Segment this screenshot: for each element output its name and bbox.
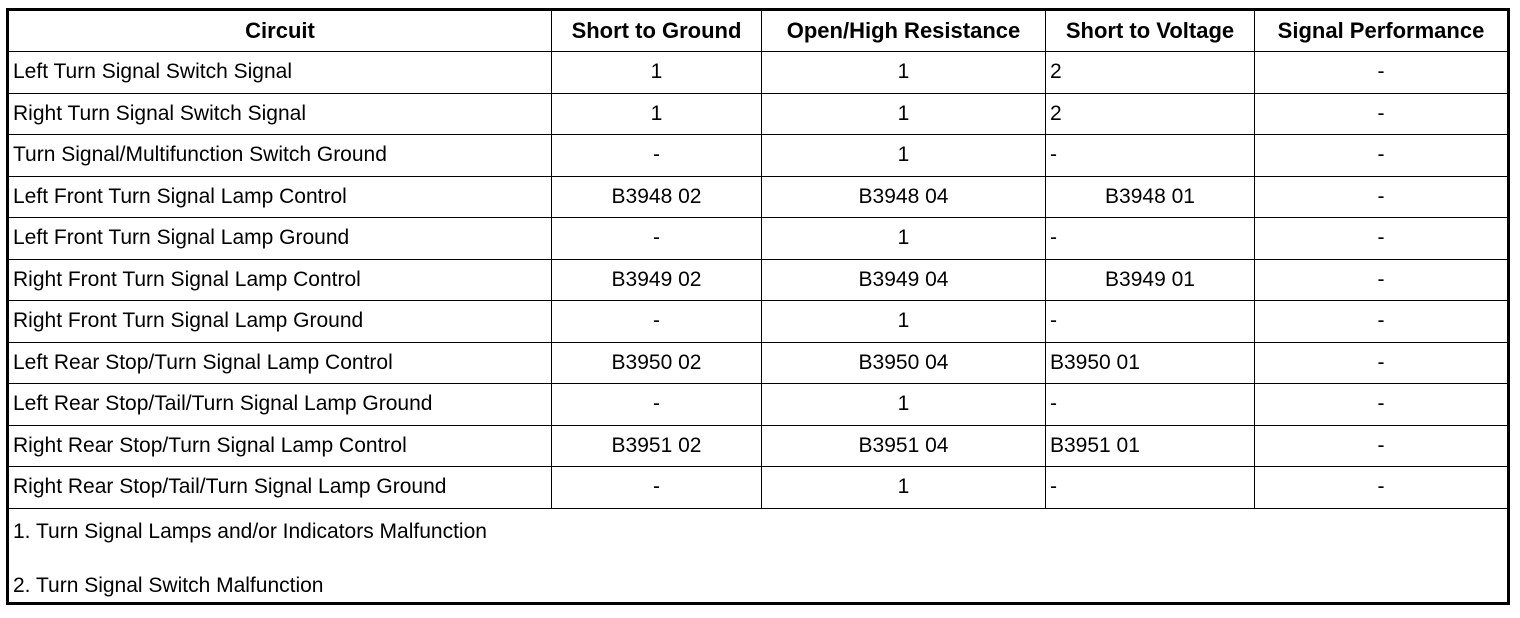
cell-circuit: Left Front Turn Signal Lamp Ground (8, 218, 552, 260)
cell-circuit: Right Front Turn Signal Lamp Ground (8, 301, 552, 343)
table-row (8, 135, 1509, 177)
cell-open-high-resistance: 1 (762, 218, 1046, 260)
footnote-2: 2. Turn Signal Switch Malfunction (13, 573, 324, 597)
table-header-row (8, 10, 1509, 52)
cell-short-to-ground: - (552, 135, 762, 177)
table-row (8, 93, 1509, 135)
cell-open-high-resistance: 1 (762, 52, 1046, 94)
cell-short-to-voltage: B3951 01 (1046, 425, 1255, 467)
header-signal-performance: Signal Performance (1255, 10, 1509, 52)
cell-open-high-resistance: 1 (762, 384, 1046, 426)
cell-open-high-resistance: B3948 04 (762, 176, 1046, 218)
table-row (8, 176, 1509, 218)
cell-short-to-ground: B3948 02 (552, 176, 762, 218)
circuit-table-wrapper (6, 8, 1507, 605)
cell-open-high-resistance: B3950 04 (762, 342, 1046, 384)
table-row (8, 425, 1509, 467)
cell-short-to-ground: - (552, 384, 762, 426)
header-open-high-resistance: Open/High Resistance (762, 10, 1046, 52)
table-row (8, 384, 1509, 426)
cell-short-to-voltage: - (1046, 384, 1255, 426)
cell-signal-performance: - (1255, 301, 1509, 343)
cell-signal-performance: - (1255, 425, 1509, 467)
cell-signal-performance: - (1255, 52, 1509, 94)
cell-short-to-ground: B3951 02 (552, 425, 762, 467)
cell-short-to-voltage: - (1046, 301, 1255, 343)
cell-short-to-ground: - (552, 218, 762, 260)
table-row (8, 467, 1509, 509)
cell-open-high-resistance: 1 (762, 135, 1046, 177)
cell-open-high-resistance: 1 (762, 93, 1046, 135)
cell-short-to-voltage: B3949 01 (1046, 259, 1255, 301)
cell-signal-performance: - (1255, 342, 1509, 384)
table-body (8, 52, 1509, 604)
cell-short-to-voltage: B3948 01 (1046, 176, 1255, 218)
cell-open-high-resistance: 1 (762, 467, 1046, 509)
cell-short-to-voltage: 2 (1046, 52, 1255, 94)
cell-signal-performance: - (1255, 218, 1509, 260)
cell-short-to-voltage: - (1046, 467, 1255, 509)
cell-open-high-resistance: B3949 04 (762, 259, 1046, 301)
cell-circuit: Right Turn Signal Switch Signal (8, 93, 552, 135)
table-notes-row (8, 508, 1509, 603)
cell-short-to-voltage: B3950 01 (1046, 342, 1255, 384)
table-row (8, 52, 1509, 94)
cell-signal-performance: - (1255, 259, 1509, 301)
cell-signal-performance: - (1255, 93, 1509, 135)
table-notes (8, 508, 1509, 603)
circuit-diagnostic-table (6, 8, 1510, 605)
cell-short-to-voltage: - (1046, 135, 1255, 177)
cell-short-to-ground: - (552, 301, 762, 343)
cell-circuit: Right Front Turn Signal Lamp Control (8, 259, 552, 301)
table-row (8, 342, 1509, 384)
cell-signal-performance: - (1255, 384, 1509, 426)
cell-short-to-ground: 1 (552, 93, 762, 135)
cell-short-to-voltage: 2 (1046, 93, 1255, 135)
header-short-to-voltage: Short to Voltage (1046, 10, 1255, 52)
cell-open-high-resistance: B3951 04 (762, 425, 1046, 467)
header-short-to-ground: Short to Ground (552, 10, 762, 52)
table-row (8, 301, 1509, 343)
cell-circuit: Left Front Turn Signal Lamp Control (8, 176, 552, 218)
table-row (8, 218, 1509, 260)
cell-signal-performance: - (1255, 467, 1509, 509)
cell-short-to-voltage: - (1046, 218, 1255, 260)
footnote-1: 1. Turn Signal Lamps and/or Indicators Malfunction (13, 519, 487, 543)
cell-circuit: Left Turn Signal Switch Signal (8, 52, 552, 94)
table-row (8, 259, 1509, 301)
cell-short-to-ground: B3950 02 (552, 342, 762, 384)
cell-short-to-ground: B3949 02 (552, 259, 762, 301)
cell-short-to-ground: - (552, 467, 762, 509)
cell-signal-performance: - (1255, 176, 1509, 218)
header-circuit: Circuit (8, 10, 552, 52)
cell-short-to-ground: 1 (552, 52, 762, 94)
cell-circuit: Left Rear Stop/Turn Signal Lamp Control (8, 342, 552, 384)
cell-circuit: Right Rear Stop/Turn Signal Lamp Control (8, 425, 552, 467)
cell-circuit: Left Rear Stop/Tail/Turn Signal Lamp Ground (8, 384, 552, 426)
cell-circuit: Turn Signal/Multifunction Switch Ground (8, 135, 552, 177)
cell-open-high-resistance: 1 (762, 301, 1046, 343)
cell-signal-performance: - (1255, 135, 1509, 177)
cell-circuit: Right Rear Stop/Tail/Turn Signal Lamp Ground (8, 467, 552, 509)
